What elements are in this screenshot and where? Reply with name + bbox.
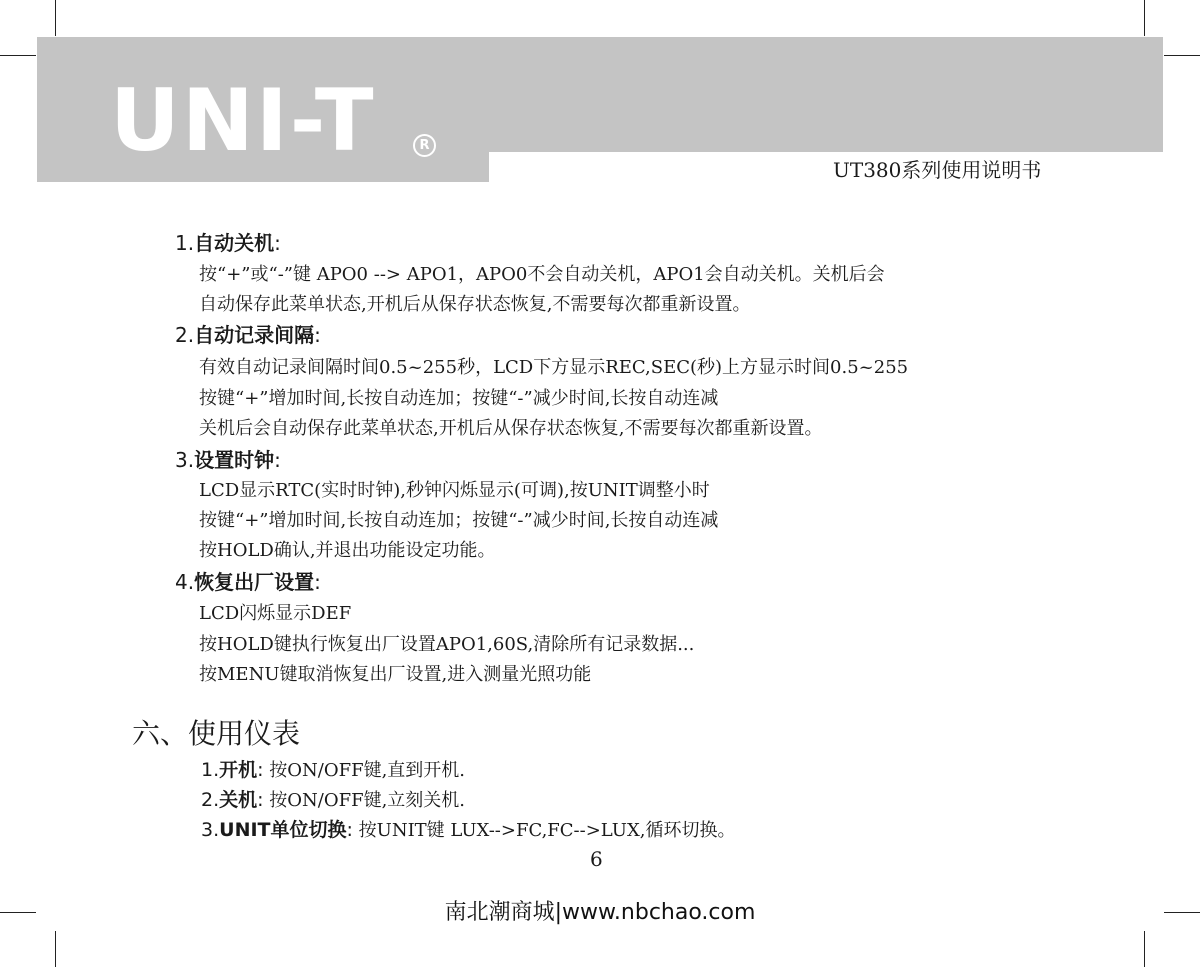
crop-mark bbox=[55, 0, 56, 36]
item-label: UNIT单位切换 bbox=[219, 819, 347, 841]
item-colon: : bbox=[257, 759, 264, 781]
body-line: 按“+”或“-”键 APO0 --> APO1，APO0不会自动关机，APO1会自动关机。关机后会 bbox=[199, 264, 885, 285]
section-title: 自动关机 bbox=[194, 231, 275, 255]
item-label: 关机 bbox=[219, 789, 258, 811]
body-line: 关机后会自动保存此菜单状态,开机后从保存状态恢复,不需要每次都重新设置。 bbox=[199, 418, 823, 439]
footer-watermark: 南北潮商城|www.nbchao.com bbox=[444, 900, 756, 925]
section-number: 2. bbox=[175, 323, 195, 347]
section-title: 设置时钟 bbox=[194, 448, 275, 472]
section-heading bbox=[175, 321, 321, 349]
section-heading bbox=[175, 229, 281, 257]
section-heading bbox=[175, 568, 321, 596]
section-number: 1. bbox=[175, 231, 195, 255]
section-colon: : bbox=[274, 231, 281, 255]
body-line: LCD显示RTC(实时时钟),秒钟闪烁显示(可调),按UNIT调整小时 bbox=[199, 480, 710, 501]
page-number: 6 bbox=[590, 847, 603, 871]
item-colon: : bbox=[257, 789, 264, 811]
section-title: 自动记录间隔 bbox=[194, 323, 315, 347]
crop-mark bbox=[55, 931, 56, 967]
chapter-list-item bbox=[201, 756, 465, 785]
body-line: 按键“+”增加时间,长按自动连加；按键“-”减少时间,长按自动连减 bbox=[199, 510, 719, 531]
item-number: 1. bbox=[201, 759, 220, 781]
chapter-list-item bbox=[201, 816, 735, 845]
body-line: 按键“+”增加时间,长按自动连加；按键“-”减少时间,长按自动连减 bbox=[199, 388, 719, 409]
section-number: 4. bbox=[175, 570, 195, 594]
section-heading bbox=[175, 446, 281, 474]
crop-mark bbox=[0, 55, 36, 56]
body-line: 按HOLD确认,并退出功能设定功能。 bbox=[199, 540, 496, 561]
crop-mark bbox=[1164, 55, 1200, 56]
crop-mark bbox=[1144, 0, 1145, 36]
item-text: 按UNIT键 LUX-->FC,FC-->LUX,循环切换。 bbox=[352, 820, 736, 841]
item-number: 2. bbox=[201, 789, 220, 811]
body-line: 自动保存此菜单状态,开机后从保存状态恢复,不需要每次都重新设置。 bbox=[199, 294, 751, 315]
section-colon: : bbox=[314, 323, 321, 347]
body-line: LCD闪烁显示DEF bbox=[199, 603, 352, 624]
item-colon: : bbox=[346, 819, 353, 841]
registered-mark-icon: R bbox=[413, 134, 436, 157]
section-colon: : bbox=[314, 570, 321, 594]
document-title: UT380系列使用说明书 bbox=[833, 158, 1042, 182]
body-line: 按MENU键取消恢复出厂设置,进入测量光照功能 bbox=[199, 664, 592, 685]
item-text: 按ON/OFF键,立刻关机. bbox=[263, 790, 466, 811]
section-number: 3. bbox=[175, 448, 195, 472]
body-line: 按HOLD键执行恢复出厂设置APO1,60S,清除所有记录数据... bbox=[199, 634, 695, 655]
chapter-heading: 六、使用仪表 bbox=[132, 717, 301, 750]
item-label: 开机 bbox=[219, 759, 258, 781]
crop-mark bbox=[1144, 931, 1145, 967]
item-number: 3. bbox=[201, 819, 220, 841]
section-colon: : bbox=[274, 448, 281, 472]
item-text: 按ON/OFF键,直到开机. bbox=[263, 760, 466, 781]
brand-logo: UNI-T bbox=[110, 71, 376, 171]
section-title: 恢复出厂设置 bbox=[194, 570, 315, 594]
body-line: 有效自动记录间隔时间0.5~255秒，LCD下方显示REC,SEC(秒)上方显示时间0.5~255 bbox=[199, 357, 909, 378]
chapter-list-item bbox=[201, 786, 465, 815]
